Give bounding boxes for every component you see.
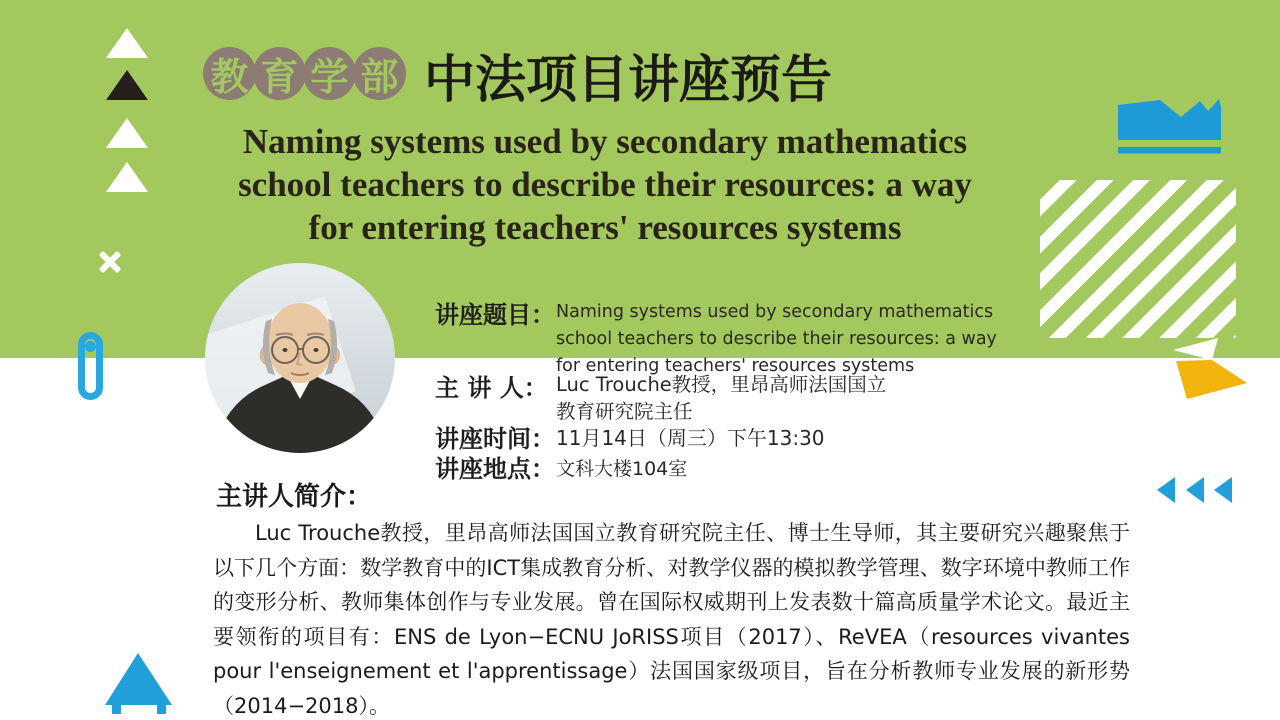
time-label: 讲座时间： [435,425,555,453]
topic-label: 讲座题目： [435,301,555,329]
speaker-label: 主 讲 人： [435,374,548,402]
venue-value: 文科大楼104室 [556,458,688,480]
bio-paragraph: Luc Trouche教授，里昂高师法国国立教育研究院主任、博士生导师，其主要研究兴趣聚焦于以下几个方面：数学教育中的ICT集成教育分析、对教学仪器的模拟教学管理、数字环境中教师工作的变形分析、教师集体创作与专业发展。曾在国际权威期刊上发表数十篇高质量学术论文。最近主要领衔的项目有：ENS de Lyon−ECNU JoRISS项目（2017）、ReVEA（resources vivantes pour l'enseignement et l'apprentissage）法国国家级项目，旨在分析教师专业发展的新形势（2014−2018）。 [213,521,1130,718]
dept-badge-char [303,47,356,100]
topic-value-line: for entering teachers' resources systems [556,356,915,376]
english-title-line: for entering teachers' resources systems [308,208,902,247]
english-title-line: school teachers to describe their resources: a way [238,165,972,204]
badge-char-label: 育 [260,55,299,99]
badge-char-label: 教 [210,55,249,99]
triangle-icon [106,28,148,58]
triangle-icon [106,70,148,100]
dept-badge-char [253,47,306,100]
speaker-photo-illustration [205,263,395,453]
venue-label: 讲座地点： [435,455,555,483]
arrow-left-icon [1186,477,1204,503]
badge-char-label: 部 [360,55,399,99]
arrow-left-icon [1214,477,1232,503]
badge-char-label: 学 [310,55,349,99]
speaker-value-line: 教育研究院主任 [556,400,693,423]
crown-icon [1118,97,1221,154]
topic-value [556,299,997,380]
speaker-value [556,371,886,425]
speaker-photo [205,263,395,453]
speaker-value-line: Luc Trouche教授，里昂高师法国国立 [556,373,887,396]
bio-heading: 主讲人简介： [216,482,373,512]
english-title-line: Naming systems used by secondary mathematics [242,122,968,161]
poster-header-title: 中法项目讲座预告 [424,51,833,110]
triangle-icon [106,118,148,148]
triangle-icon [106,162,148,192]
topic-value-line: Naming systems used by secondary mathematics [556,302,994,322]
time-value: 11月14日（周三）下午13:30 [556,426,825,450]
topic-value-line: school teachers to describe their resources: a way [556,329,997,349]
stripes-pattern [1040,180,1236,338]
dept-badge-char [203,47,256,100]
paperclip-dot [85,341,96,352]
english-title [175,120,1035,249]
cross-icon [97,249,123,275]
arrow-left-icon [1157,477,1175,503]
dept-badge-char [353,47,406,100]
paperclip-icon [78,332,103,400]
tent-triangle-icon [105,650,173,716]
flag-icon [1170,336,1250,402]
